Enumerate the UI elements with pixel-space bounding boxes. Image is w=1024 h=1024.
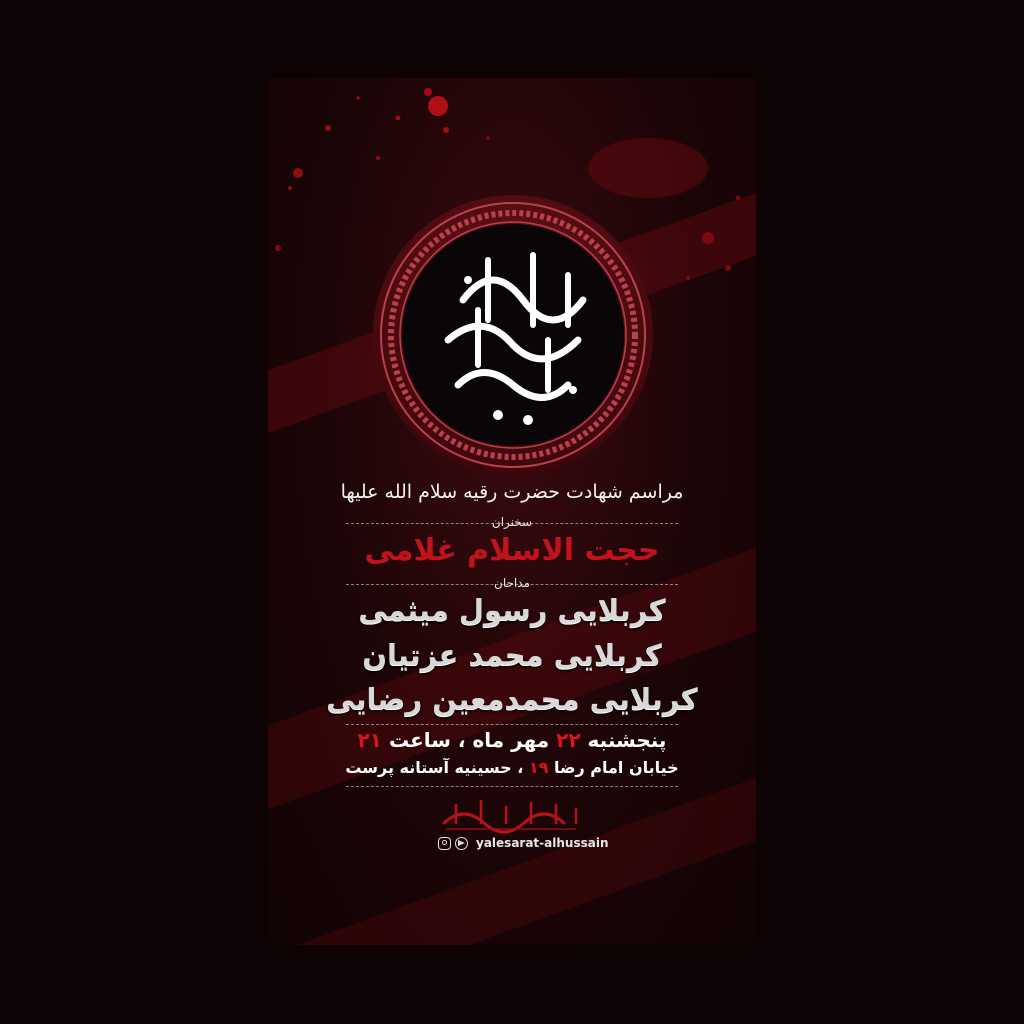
event-address (268, 758, 756, 777)
date-hour: ۲۱ (357, 728, 382, 752)
date-day: ۲۲ (556, 728, 581, 752)
social-handle[interactable]: yalesarat-alhussain (476, 836, 609, 850)
address-number: ۱۹ (528, 758, 549, 777)
date-prefix: پنجشنبه (587, 728, 667, 752)
social-links (438, 834, 608, 852)
date-middle: مهر ماه ، ساعت (388, 728, 550, 752)
divider (346, 786, 678, 787)
singer-name: کربلایی محمد عزتیان (362, 638, 662, 672)
divider (346, 724, 678, 725)
telegram-icon[interactable] (455, 837, 468, 850)
singers-label: مداحان (494, 576, 530, 590)
address-suffix: ، حسینیه آستانه پرست (345, 758, 524, 777)
address-prefix: خیابان امام رضا (554, 758, 679, 777)
poster (268, 78, 756, 945)
speaker-name: حجت الاسلام غلامی (364, 533, 660, 568)
singer-name: کربلایی رسول میثمی (358, 593, 666, 627)
singer-name: کربلایی محمدمعین رضایی (326, 682, 698, 716)
instagram-icon[interactable] (438, 837, 451, 850)
organization-logo (436, 795, 588, 835)
event-title: مراسم شهادت حضرت رقیه سلام الله علیها (340, 481, 684, 503)
event-date (268, 728, 756, 752)
calligraphy-seal (368, 190, 658, 480)
speakers-label: سخنران (491, 515, 533, 529)
